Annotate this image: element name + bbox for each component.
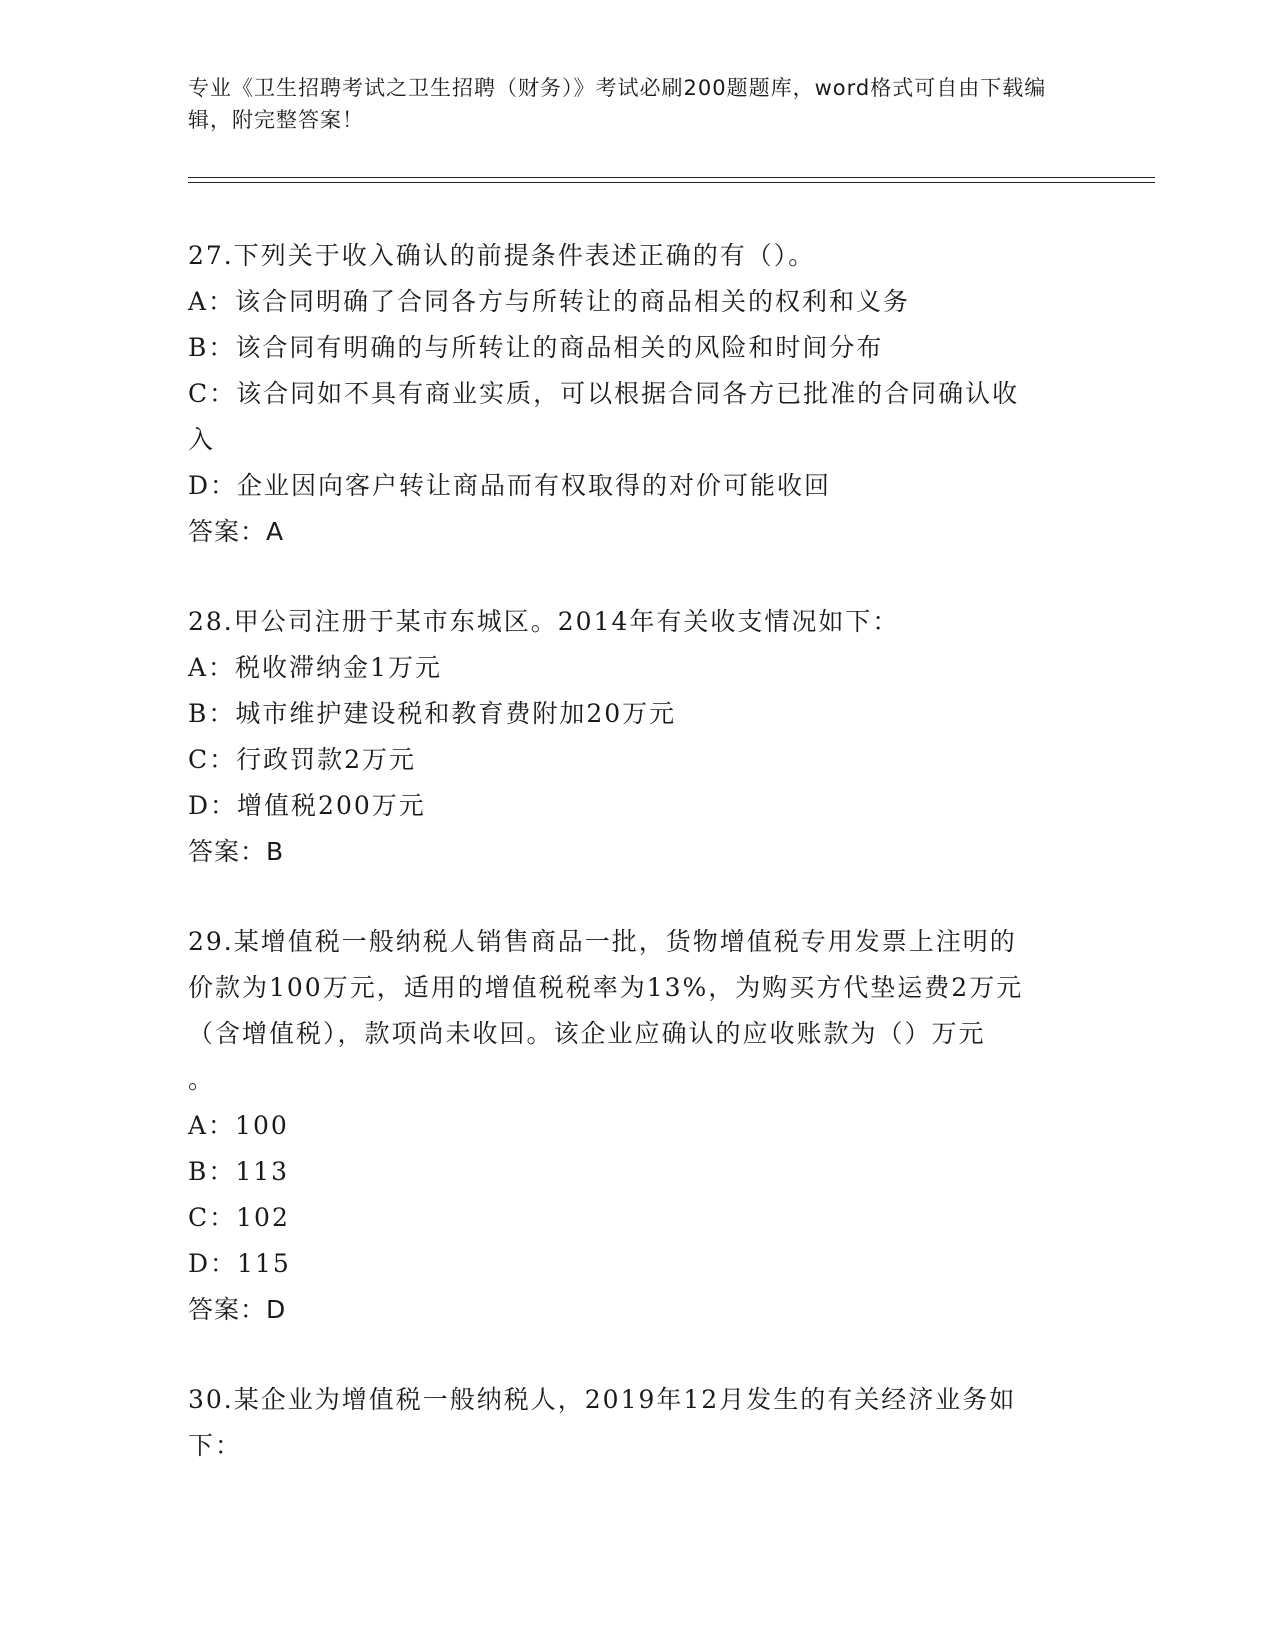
option-a: A：该合同明确了合同各方与所转让的商品相关的权利和义务 [188,287,911,316]
answer-label: 答案：B [188,837,285,866]
question-stem-line-1: 29.某增值税一般纳税人销售商品一批，货物增值税专用发票上注明的 [188,927,1017,956]
option-c: C：行政罚款2万元 [188,745,417,774]
question-stem-line-2: 价款为100万元，适用的增值税税率为13%，为购买方代垫运费2万元 [188,973,1024,1002]
option-c: C：102 [188,1203,290,1232]
option-d: D：增值税200万元 [188,791,426,820]
question-stem-line-4: 。 [188,1065,216,1094]
option-b: B：城市维护建设税和教育费附加20万元 [188,699,677,728]
option-a: A：税收滞纳金1万元 [188,653,442,682]
option-d: D：115 [188,1249,291,1278]
header-divider-bottom [188,182,1155,183]
document-header [188,72,1068,136]
question-27 [188,233,1088,555]
option-c: C：该合同如不具有商业实质，可以根据合同各方已批准的合同确认收 [188,379,1020,408]
question-list [188,233,1088,1469]
header-title: 专业《卫生招聘考试之卫生招聘（财务）》考试必刷200题题库，word格式可自由下载编辑，附完整答案！ [188,76,1047,132]
option-d: D：企业因向客户转让商品而有权取得的对价可能收回 [188,471,832,500]
option-a: A：100 [188,1111,289,1140]
option-c-continued: 入 [188,425,216,454]
option-b: B：113 [188,1157,290,1186]
question-stem-line-2: 下： [188,1431,243,1460]
question-30 [188,1377,1088,1469]
option-b: B：该合同有明确的与所转让的商品相关的风险和时间分布 [188,333,884,362]
question-stem: 27.下列关于收入确认的前提条件表述正确的有（）。 [188,241,816,270]
question-29 [188,919,1088,1333]
question-stem: 28.甲公司注册于某市东城区。2014年有关收支情况如下： [188,607,900,636]
question-stem-line-3: （含增值税），款项尚未收回。该企业应确认的应收账款为（）万元 [188,1019,986,1048]
answer-label: 答案：D [188,1295,287,1324]
question-stem-line-1: 30.某企业为增值税一般纳税人，2019年12月发生的有关经济业务如 [188,1385,1017,1414]
answer-label: 答案：A [188,517,285,546]
header-divider-top [188,177,1155,178]
question-28 [188,599,1088,875]
